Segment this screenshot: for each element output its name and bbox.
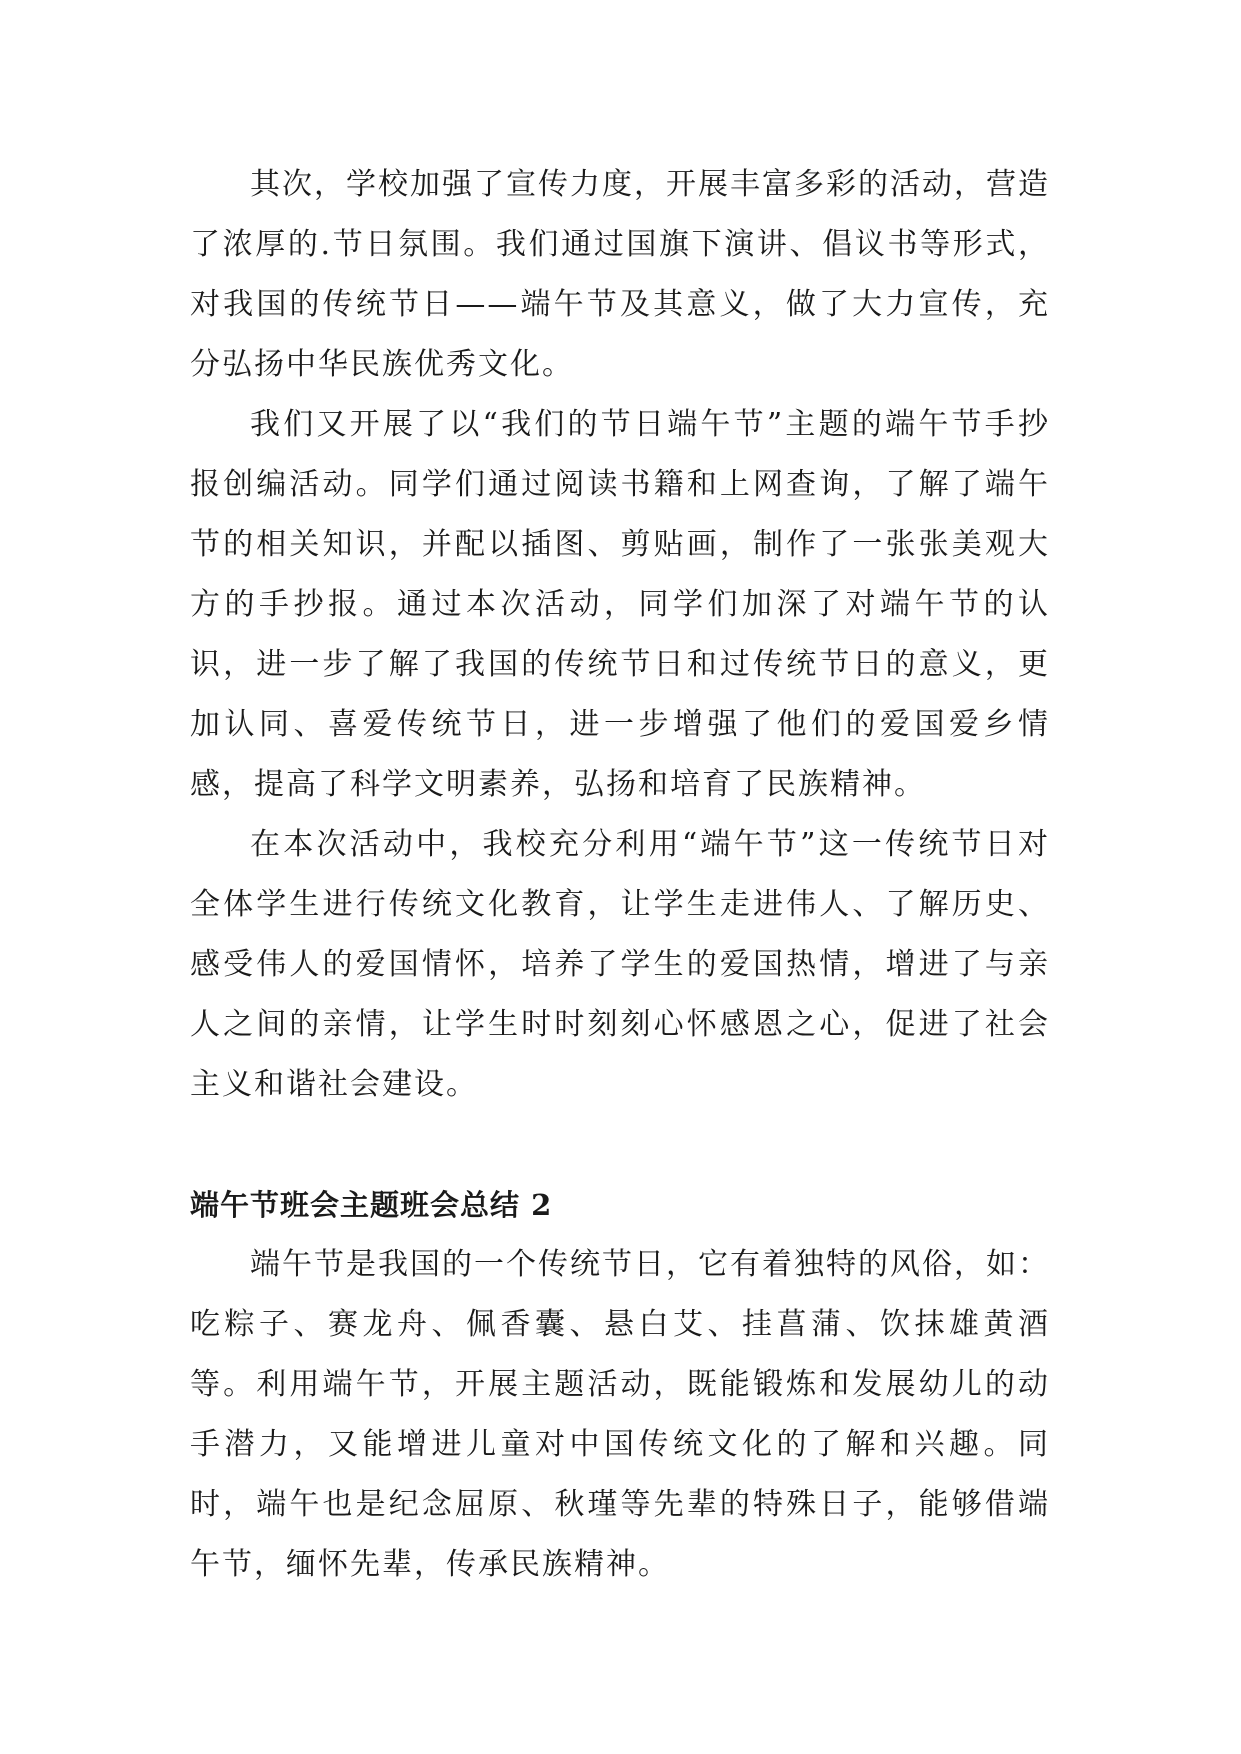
paragraph-handwritten-newspaper: 我们又开展了以“我们的节日端午节”主题的端午节手抄报创编活动。同学们通过阅读书籍和上网查询，了解了端午节的相关知识，并配以插图、剪贴画，制作了一张张美观大方的手抄报。通过本次活动，同学们加深了对端午节的认识，进一步了解了我国的传统节日和过传统节日的意义，更加认同、喜爱传统节日，进一步增强了他们的爱国爱乡情感，提高了科学文明素养，弘扬和培育了民族精神。 — [190, 407, 1050, 802]
section-title: 端午节班会主题班会总结 2 — [190, 1188, 553, 1222]
document-body — [190, 155, 1050, 1595]
paragraph-dragon-boat-customs: 端午节是我国的一个传统节日，它有着独特的风俗，如：吃粽子、赛龙舟、佩香囊、悬白艾、挂菖蒲、饮抹雄黄酒等。利用端午节，开展主题活动，既能锻炼和发展幼儿的动手潜力，又能增进儿童对中国传统文化的了解和兴趣。同时，端午也是纪念屈原、秋瑾等先辈的特殊日子，能够借端午节，缅怀先辈，传承民族精神。 — [190, 1247, 1050, 1582]
paragraph-traditional-education: 在本次活动中，我校充分利用“端午节”这一传统节日对全体学生进行传统文化教育，让学生走进伟人、了解历史、感受伟人的爱国情怀，培养了学生的爱国热情，增进了与亲人之间的亲情，让学生时时刻刻心怀感恩之心，促进了社会主义和谐社会建设。 — [190, 827, 1050, 1102]
paragraph-publicity: 其次，学校加强了宣传力度，开展丰富多彩的活动，营造了浓厚的.节日氛围。我们通过国旗下演讲、倡议书等形式，对我国的传统节日——端午节及其意义，做了大力宣传，充分弘扬中华民族优秀文化。 — [190, 167, 1050, 382]
